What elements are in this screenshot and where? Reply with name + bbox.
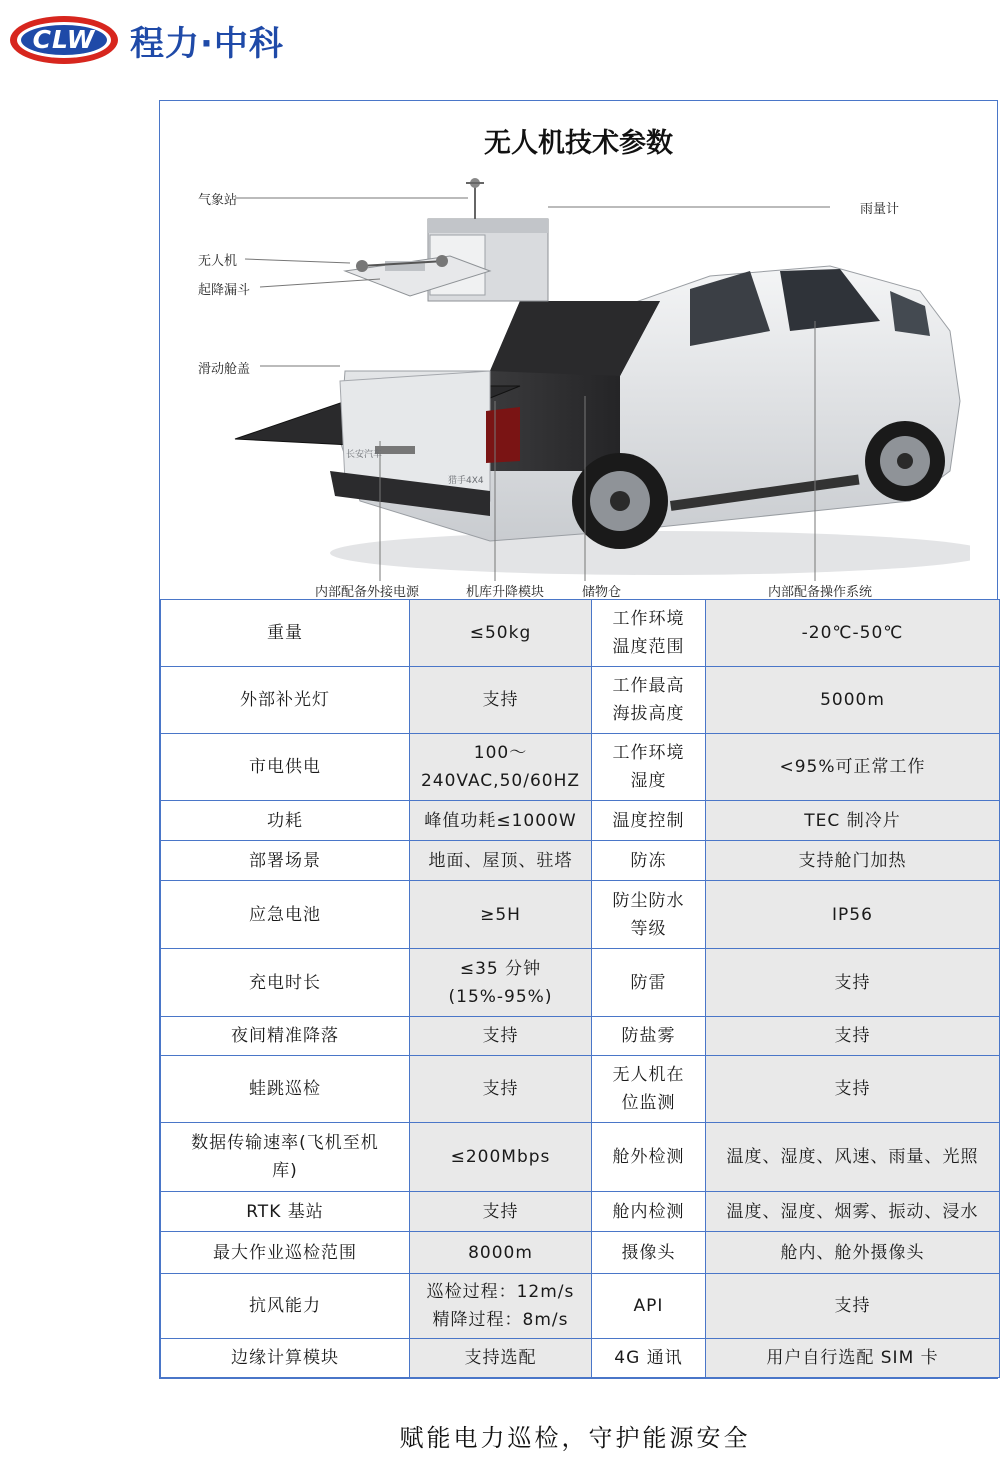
spec-row (161, 949, 1000, 1017)
footer-slogan: 赋能电力巡检，守护能源安全 (399, 1424, 751, 1452)
spec-value (706, 1232, 1000, 1274)
spec-value (410, 949, 592, 1017)
spec-value-text: 支持 (834, 1079, 871, 1099)
spec-row (161, 1123, 1000, 1192)
callout-os: 内部配备操作系统 (768, 585, 873, 600)
spec-label (161, 1232, 410, 1274)
spec-row (161, 1339, 1000, 1378)
spec-label-text: 重量 (267, 623, 303, 643)
spec-label (161, 949, 410, 1017)
spec-value-text: ≤200Mbps (450, 1147, 551, 1167)
spec-value (706, 949, 1000, 1017)
callout-sliding-cover: 滑动舱盖 (198, 362, 251, 377)
spec-value (410, 1339, 592, 1378)
spec-label-text: 摄像头 (621, 1242, 676, 1263)
spec-label (592, 1339, 706, 1378)
spec-label-text: 工作环境 温度范围 (612, 609, 685, 657)
spec-value-text: 支持 (482, 1201, 519, 1222)
spec-label-text: 市电供电 (249, 757, 321, 777)
spec-label (161, 801, 410, 841)
spec-value-text: 支持 (482, 1079, 519, 1099)
callout-power: 内部配备外接电源 (315, 585, 420, 600)
spec-label-text: 蛙跳巡检 (249, 1079, 321, 1099)
spec-label (161, 734, 410, 801)
spec-value (706, 600, 1000, 667)
callout-lift-module: 机库升降模块 (466, 585, 545, 600)
spec-value-text: 支持 (834, 1296, 871, 1316)
spec-label (161, 1339, 410, 1378)
spec-value (706, 734, 1000, 801)
callout-storage: 储物仓 (582, 585, 622, 600)
company-logo (8, 14, 284, 66)
spec-value (706, 667, 1000, 734)
logo-badge (8, 14, 120, 66)
spec-label (161, 1017, 410, 1056)
spec-label (592, 667, 706, 734)
spec-value-text: 5000m (820, 690, 885, 710)
spec-row (161, 881, 1000, 949)
spec-value (410, 1123, 592, 1192)
spec-value-text: -20℃-50℃ (801, 623, 904, 643)
spec-table-body (161, 600, 1000, 1378)
product-figure (190, 171, 970, 599)
spec-label-text: 温度控制 (612, 810, 685, 831)
spec-label (161, 841, 410, 881)
spec-row (161, 801, 1000, 841)
spec-label-text: 部署场景 (249, 850, 321, 871)
spec-value-text: <95%可正常工作 (779, 757, 926, 777)
spec-value-text: ≥5H (480, 904, 521, 925)
callout-rain-gauge: 雨量计 (860, 202, 900, 217)
spec-value-text: ≤35 分钟 (15%-95%) (448, 958, 553, 1007)
spec-label (592, 801, 706, 841)
spec-label-text: 防雷 (630, 972, 667, 993)
spec-sheet-frame (159, 100, 998, 1379)
spec-label-text: 应急电池 (249, 904, 321, 925)
spec-value-text: 舱内、舱外摄像头 (780, 1242, 925, 1263)
spec-label-text: 舱内检测 (612, 1201, 685, 1222)
spec-value-text: 8000m (468, 1242, 533, 1263)
spec-label (592, 600, 706, 667)
spec-value (410, 1274, 592, 1339)
spec-value (410, 600, 592, 667)
document-title: 无人机技术参数 (484, 128, 673, 159)
spec-value-text: 巡检过程：12m/s 精降过程：8m/s (426, 1282, 575, 1330)
spec-value (706, 1017, 1000, 1056)
spec-value-text: 支持 (834, 1026, 871, 1046)
spec-label-text: 抗风能力 (249, 1296, 321, 1316)
spec-value-text: ≤50kg (469, 623, 532, 643)
spec-value-text: IP56 (832, 904, 873, 925)
spec-label-text: 夜间精准降落 (231, 1026, 339, 1046)
spec-label-text: 防盐雾 (621, 1026, 676, 1046)
spec-label-text: RTK 基站 (246, 1201, 324, 1222)
spec-label (592, 1056, 706, 1123)
spec-value-text: 地面、屋顶、驻塔 (428, 850, 573, 871)
spec-label (161, 881, 410, 949)
spec-label (592, 1192, 706, 1232)
spec-label-text: 充电时长 (249, 972, 321, 993)
spec-row (161, 1017, 1000, 1056)
spec-label-text: 功耗 (267, 810, 303, 831)
logo-abbr: CLW (32, 25, 96, 54)
spec-value (706, 1123, 1000, 1192)
spec-label-text: API (633, 1296, 664, 1316)
spec-value (410, 667, 592, 734)
spec-value (410, 1232, 592, 1274)
spec-value-text: 峰值功耗≤1000W (424, 810, 577, 831)
spec-label-text: 无人机在 位监测 (612, 1065, 685, 1113)
spec-value (706, 801, 1000, 841)
spec-row (161, 1056, 1000, 1123)
spec-label (592, 734, 706, 801)
spec-row (161, 734, 1000, 801)
spec-label (161, 1056, 410, 1123)
spec-value-text: 100～ 240VAC,50/60HZ (420, 743, 580, 791)
spec-value-text: 温度、湿度、风速、雨量、光照 (726, 1147, 979, 1167)
spec-label (161, 600, 410, 667)
spec-value (410, 881, 592, 949)
logo-name: 程力·中科 (130, 23, 284, 64)
spec-value-text: 支持 (834, 972, 871, 993)
truck-brand-label: 长安汽车 (346, 450, 383, 460)
spec-row (161, 667, 1000, 734)
spec-label-text: 外部补光灯 (240, 690, 330, 710)
spec-value (706, 1274, 1000, 1339)
spec-value-text: 支持选配 (464, 1348, 537, 1368)
spec-label-text: 舱外检测 (612, 1147, 685, 1167)
spec-value (410, 734, 592, 801)
spec-row (161, 1192, 1000, 1232)
spec-table (160, 599, 1000, 1378)
spec-label (592, 1123, 706, 1192)
spec-label (592, 1274, 706, 1339)
spec-label (592, 841, 706, 881)
spec-label (592, 1017, 706, 1056)
spec-value (706, 881, 1000, 949)
spec-label-text: 4G 通讯 (614, 1348, 683, 1368)
spec-row (161, 600, 1000, 667)
spec-value-text: 用户自行选配 SIM 卡 (766, 1348, 939, 1368)
spec-value-text: 支持舱门加热 (798, 850, 907, 871)
spec-label (161, 1192, 410, 1232)
spec-label (161, 1274, 410, 1339)
spec-label-text: 防尘防水 等级 (612, 890, 685, 939)
spec-label (592, 949, 706, 1017)
spec-row (161, 841, 1000, 881)
callout-weather-station: 气象站 (198, 193, 238, 208)
spec-label (592, 881, 706, 949)
spec-label-text: 边缘计算模块 (231, 1348, 339, 1368)
spec-value (706, 1339, 1000, 1378)
spec-value-text: 支持 (482, 690, 519, 710)
spec-value (706, 1192, 1000, 1232)
spec-row (161, 1232, 1000, 1274)
pickup-truck-illustration (190, 171, 970, 599)
spec-value (410, 1017, 592, 1056)
spec-value (410, 1056, 592, 1123)
spec-label-text: 数据传输速率(飞机至机 库) (191, 1133, 379, 1181)
truck-model-label: 猎手4X4 (448, 476, 484, 486)
callout-lift-funnel: 起降漏斗 (198, 283, 251, 298)
spec-row (161, 1274, 1000, 1339)
spec-label-text: 工作最高 海拔高度 (612, 676, 685, 724)
spec-value (410, 1192, 592, 1232)
spec-label-text: 防冻 (630, 850, 667, 871)
spec-value-text: 支持 (482, 1026, 519, 1046)
spec-value (410, 841, 592, 881)
spec-value (410, 801, 592, 841)
spec-label (161, 667, 410, 734)
spec-label (592, 1232, 706, 1274)
spec-value-text: TEC 制冷片 (804, 810, 901, 831)
spec-label-text: 工作环境 湿度 (612, 743, 685, 791)
spec-value (706, 841, 1000, 881)
spec-value-text: 温度、湿度、烟雾、振动、浸水 (726, 1201, 979, 1222)
spec-label (161, 1123, 410, 1192)
spec-value (706, 1056, 1000, 1123)
spec-label-text: 最大作业巡检范围 (213, 1242, 357, 1263)
callout-drone: 无人机 (198, 254, 238, 269)
